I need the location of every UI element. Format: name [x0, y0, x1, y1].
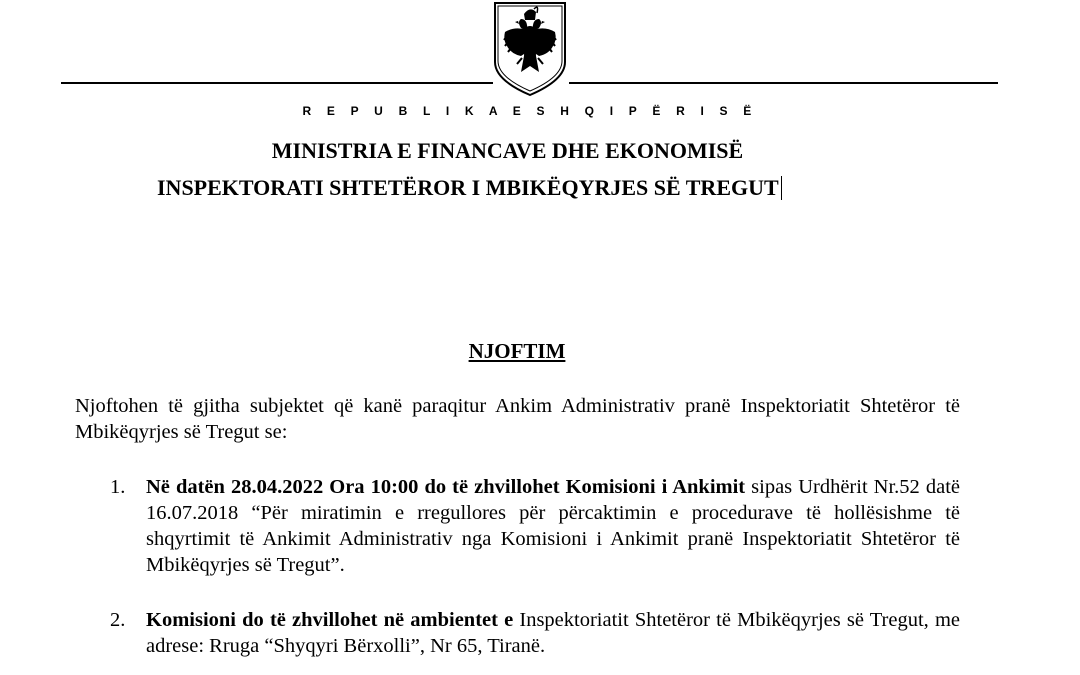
list-item [110, 607, 960, 659]
list-item-number: 1. [110, 476, 126, 498]
header-rule-right [569, 82, 998, 84]
notice-intro: Njoftohen të gjitha subjektet që kanë paraqitur Ankim Administrativ pranë Inspektoriatit Shtetëror të Mbikëqyrjes së Tregut se: [75, 395, 960, 443]
inspectorate-heading-text: INSPEKTORATI SHTETËROR I MBIKËQYRJES SË TREGUT [157, 175, 779, 200]
list-item-bold-text: Në datën 28.04.2022 Ora 10:00 do të zhvillohet Komisioni i Ankimit [146, 476, 746, 498]
list-item-bold-text: Komisioni do të zhvillohet në ambientet e [146, 609, 514, 631]
list-item-body [146, 607, 960, 659]
list-item-number: 2. [110, 609, 126, 631]
albanian-eagle-emblem-icon [491, 0, 569, 97]
list-item-body [146, 474, 960, 578]
republic-heading: R E P U B L I K A E S H Q I P Ë R I S Ë [302, 104, 758, 118]
list-item-text: sipas Urdhërit Nr.52 datë 16.07.2018 “Për miratimin e rregullores për përcaktimin e procedurave të hollësishme të shqyrtimit të Ankimit Administrativ nga Komisioni i Ankimit pranë Inspektoriatit Shtetëror të Mbikëqyrjes së Tregut”. [146, 476, 960, 576]
notice-title: NJOFTIM [468, 339, 566, 363]
header-rule-left [61, 82, 493, 84]
ministry-heading: MINISTRIA E FINANCAVE DHE EKONOMISË [271, 138, 744, 163]
inspectorate-heading [157, 175, 782, 201]
text-cursor [781, 176, 782, 200]
list-item-text: Inspektoriatit Shtetëror të Mbikëqyrjes së Tregut, me adrese: Rruga “Shyqyri Bërxolli”, Nr 65, Tiranë. [146, 609, 960, 657]
list-item [110, 474, 960, 578]
